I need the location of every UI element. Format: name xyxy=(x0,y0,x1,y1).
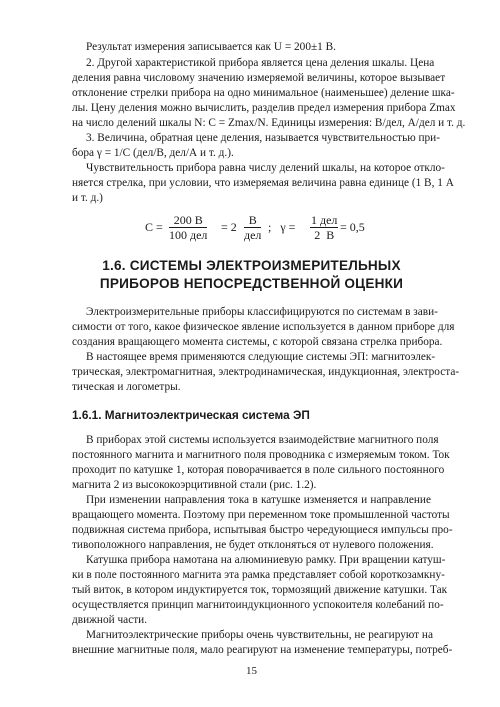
text-line: Электроизмерительные приборы классифицируются по системам в зави- xyxy=(86,306,438,318)
formula-fraction xyxy=(310,213,338,242)
text-line: 2. Другой характеристикой прибора является цена деления шкалы. Цена xyxy=(86,57,435,69)
page-number: 15 xyxy=(246,665,257,677)
section-title-line: 1.6. СИСТЕМЫ ЭЛЕКТРОИЗМЕРИТЕЛЬНЫХ xyxy=(102,258,401,273)
text-line: няется стрелка, при условии, что измеряемая величина равна единице (1 В, 1 А xyxy=(72,177,454,189)
text-line: подвижная система прибора, испытывая быстро чередующиеся импульсы про- xyxy=(72,524,453,536)
text-line: отклонение стрелки прибора на одно минимальное (наименьшее) деление шка- xyxy=(72,87,455,99)
text-line: деления равна числовому значению измеряемой величины, которое вызывает xyxy=(72,72,446,84)
formula-eq: = 2 xyxy=(221,220,237,234)
formula-eq: = 0,5 xyxy=(340,220,365,234)
text-line: ки в поле постоянного магнита эта рамка представляет собой короткозамкну- xyxy=(72,569,445,581)
formula-sep: ; γ = xyxy=(268,220,296,234)
text-line: Чувствительность прибора равна числу делений шкалы, на которое откло- xyxy=(86,162,445,174)
text-line: трическая, электромагнитная, электродинамическая, индукционная, электроста- xyxy=(72,366,460,378)
text-line: движной части. xyxy=(72,614,148,626)
fraction-numerator: В xyxy=(244,213,261,228)
subsection-title: 1.6.1. Магнитоэлектрическая система ЭП xyxy=(72,408,310,422)
text-line: и т. д.) xyxy=(72,192,103,204)
formula-lhs: C = xyxy=(145,220,163,234)
fraction-denominator: 100 дел xyxy=(169,228,208,242)
text-line: Катушка прибора намотана на алюминиевую рамку. При вращении катуш- xyxy=(86,554,446,566)
text-line: В приборах этой системы используется взаимодействие магнитного поля xyxy=(86,434,439,446)
text-line: магнита 2 из высококоэрцитивной стали (рис. 1.2). xyxy=(72,479,317,491)
formula-fraction xyxy=(244,213,261,242)
fraction-numerator: 1 дел xyxy=(311,213,338,227)
text-line: тивоположного направления, не будет отклоняться от нулевого положения. xyxy=(72,539,434,551)
fraction-denominator: 2 В xyxy=(314,228,335,242)
text-line: на число делений шкалы N: C = Zmax/N. Единицы измерения: В/дел, А/дел и т. д. xyxy=(72,117,466,129)
text-line: 3. Величина, обратная цене деления, называется чувствительностью при- xyxy=(86,132,440,144)
text-line: Результат измерения записывается как U = 200±1 В. xyxy=(86,41,337,53)
text-line: симости от того, какое физическое явление используется в данном приборе для xyxy=(72,321,455,333)
text-line: тическая и логометры. xyxy=(72,381,181,393)
text-line: При изменении направления тока в катушке изменяется и направление xyxy=(86,494,431,506)
text-line: создания вращающего момента системы, с которой связана стрелка прибора. xyxy=(72,336,443,348)
text-line: бора γ = 1/C (дел/В, дел/А и т. д.). xyxy=(72,147,234,159)
formula xyxy=(145,213,365,245)
text-line: лы. Цену деления можно вычислить, разделив предел измерения прибора Zmax xyxy=(72,102,456,114)
text-line: вращающего момента. Поэтому при переменном токе промышленной частоты xyxy=(72,509,450,521)
fraction-denominator: дел xyxy=(244,228,262,242)
text-line: внешние магнитные поля, мало реагируют на изменение температуры, потреб- xyxy=(72,644,453,656)
formula-fraction xyxy=(169,213,207,242)
text-line: проходит по катушке 1, которая поворачивается в поле сильного постоянного xyxy=(72,464,445,476)
text-line: Магнитоэлектрические приборы очень чувствительны, не реагируют на xyxy=(86,629,433,641)
text-line: постоянного магнита и магнитного поля проводника с измеряемым током. Ток xyxy=(72,449,450,461)
text-line: тый виток, в котором индуктируется ток, тормозящий движение катушки. Так xyxy=(72,584,448,596)
section-title-line: ПРИБОРОВ НЕПОСРЕДСТВЕННОЙ ОЦЕНКИ xyxy=(99,276,404,291)
fraction-numerator: 200 В xyxy=(169,213,207,228)
text-line: осуществляется принцип магнитоиндукционного успокоителя колебаний по- xyxy=(72,599,444,611)
text-line: В настоящее время применяются следующие системы ЭП: магнитоэлек- xyxy=(86,351,436,363)
